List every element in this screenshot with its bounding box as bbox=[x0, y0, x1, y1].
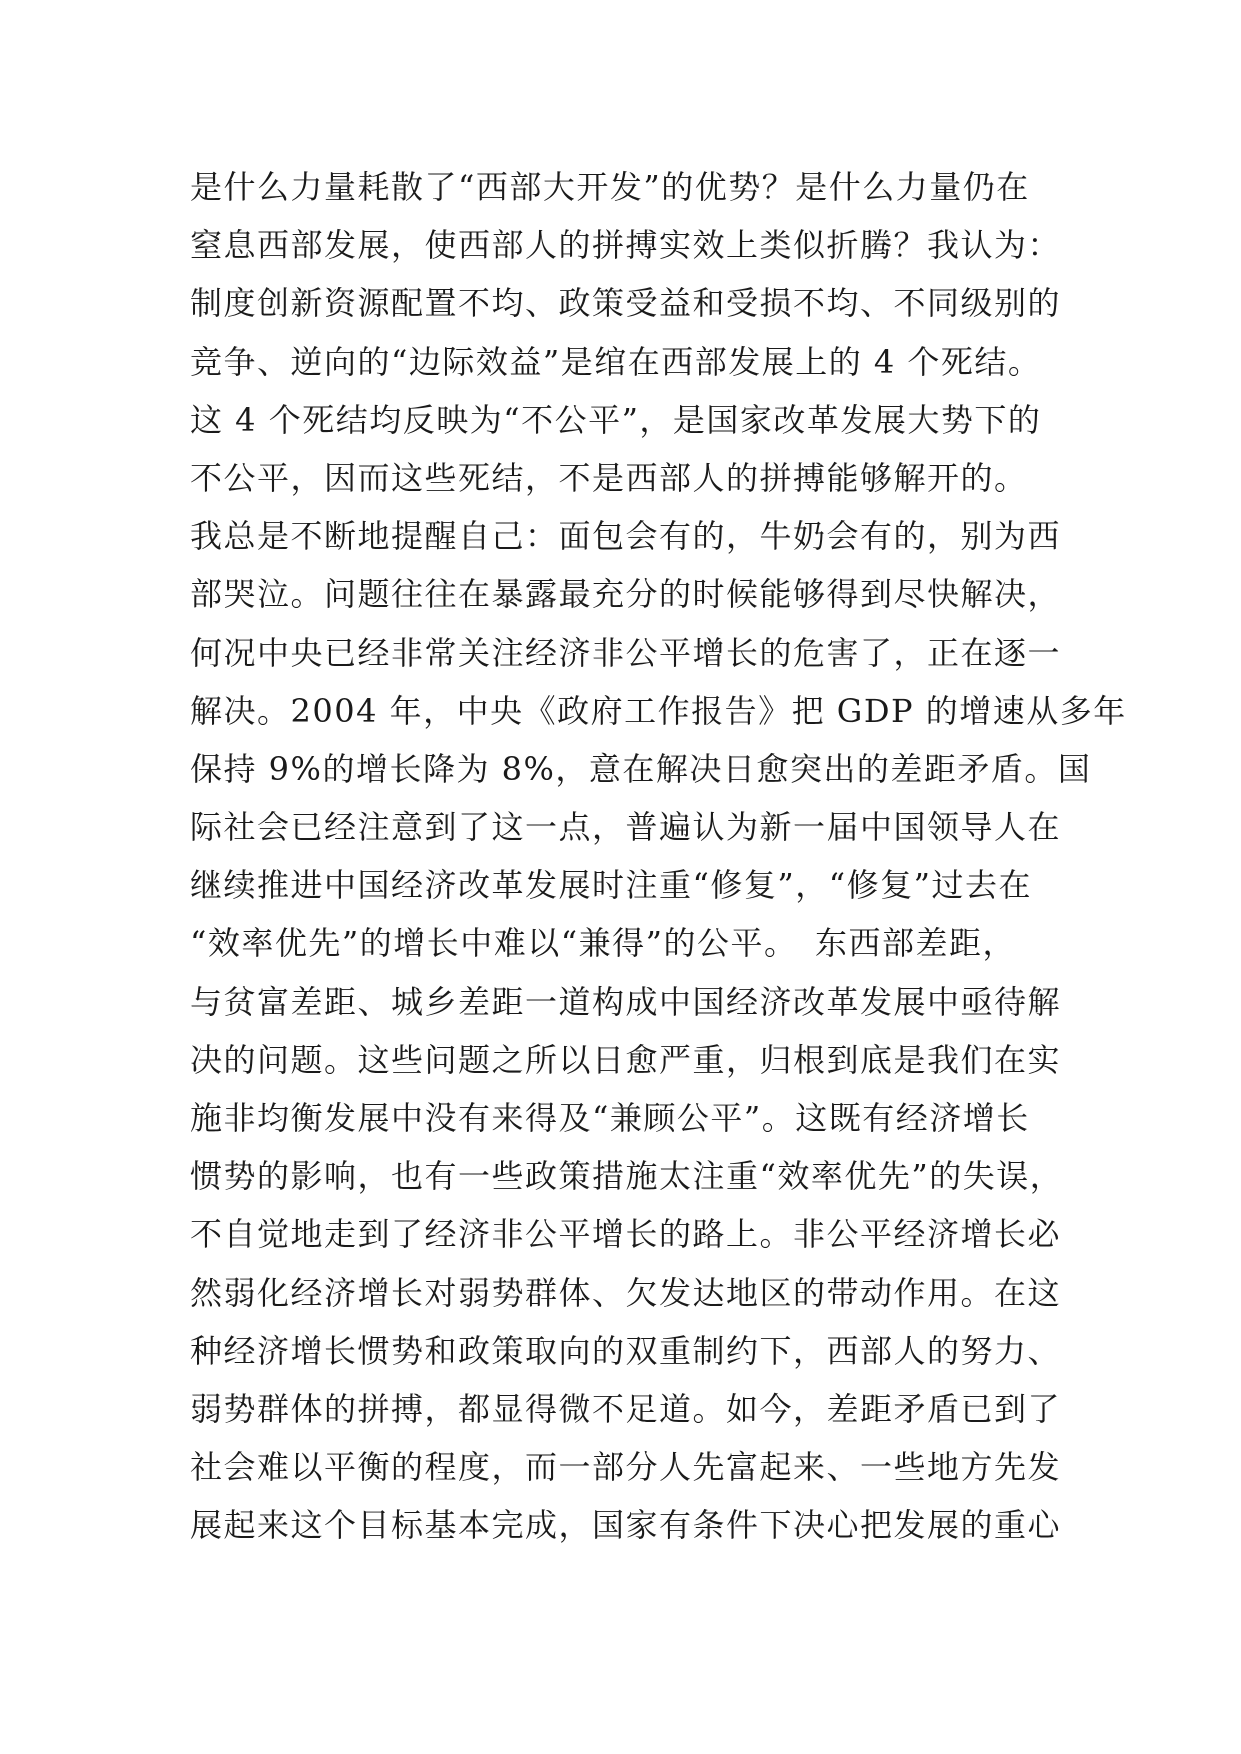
text-line: 然弱化经济增长对弱势群体、欠发达地区的带动作用。在这 bbox=[190, 1273, 1062, 1312]
text-line: 与贫富差距、城乡差距一道构成中国经济改革发展中亟待解 bbox=[190, 982, 1062, 1021]
text-line: 种经济增长惯势和政策取向的双重制约下，西部人的努力、 bbox=[190, 1331, 1062, 1370]
text-line: 这 4 个死结均反映为“不公平”，是国家改革发展大势下的 bbox=[190, 400, 1042, 439]
body-text bbox=[190, 158, 1127, 1555]
text-line: 弱势群体的拼搏，都显得微不足道。如今，差距矛盾已到了 bbox=[190, 1389, 1062, 1428]
text-line: 不公平，因而这些死结，不是西部人的拼搏能够解开的。 bbox=[190, 458, 1028, 497]
text-line: 决的问题。这些问题之所以日愈严重，归根到底是我们在实 bbox=[190, 1040, 1062, 1079]
text-line: 继续推进中国经济改革发展时注重“修复”，“修复”过去在 bbox=[190, 866, 1032, 905]
text-line: 我总是不断地提醒自己：面包会有的，牛奶会有的，别为西 bbox=[190, 517, 1062, 556]
text-line: 际社会已经注意到了这一点，普遍认为新一届中国领导人在 bbox=[190, 808, 1062, 847]
text-line: 竞争、逆向的“边际效益”是绾在西部发展上的 4 个死结。 bbox=[190, 342, 1042, 381]
text-line: 不自觉地走到了经济非公平增长的路上。非公平经济增长必 bbox=[190, 1215, 1062, 1254]
text-line: 施非均衡发展中没有来得及“兼顾公平”。这既有经济增长 bbox=[190, 1099, 1030, 1137]
text-line: 制度创新资源配置不均、政策受益和受损不均、不同级别的 bbox=[190, 284, 1062, 323]
text-line: 社会难以平衡的程度，而一部分人先富起来、一些地方先发 bbox=[190, 1448, 1062, 1487]
text-line: 展起来这个目标基本完成，国家有条件下决心把发展的重心 bbox=[190, 1506, 1062, 1545]
text-line: 是什么力量耗散了“西部大开发”的优势？是什么力量仍在 bbox=[190, 168, 1030, 206]
text-line: 惯势的影响，也有一些政策措施太注重“效率优先”的失误， bbox=[190, 1157, 1064, 1196]
text-line: 部哭泣。问题往往在暴露最充分的时候能够得到尽快解决， bbox=[190, 575, 1062, 614]
text-line: 何况中央已经非常关注经济非公平增长的危害了，正在逐一 bbox=[190, 633, 1062, 672]
text-line: 解决。2004 年，中央《政府工作报告》把 GDP 的增速从多年 bbox=[190, 691, 1127, 730]
text-line: 窒息西部发展，使西部人的拼搏实效上类似折腾？我认为： bbox=[190, 226, 1062, 265]
text-line: 保持 9%的增长降为 8%，意在解决日愈突出的差距矛盾。国 bbox=[190, 749, 1092, 788]
text-line: “效率优先”的增长中难以“兼得”的公平。 东西部差距， bbox=[190, 924, 1016, 963]
